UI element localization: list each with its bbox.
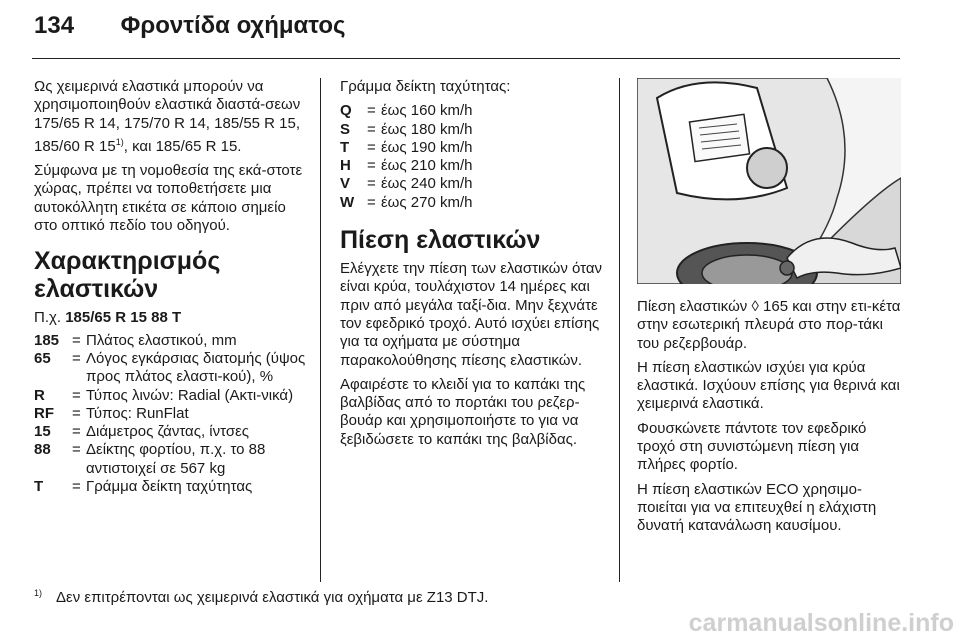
definition-term: 65 (34, 349, 51, 367)
definition-row (340, 175, 610, 193)
equals-sign: = (72, 349, 81, 367)
column-middle (340, 78, 610, 455)
definition-row (340, 139, 610, 157)
column-left (34, 78, 306, 496)
definition-value: Πλάτος ελαστικού, mm (86, 331, 237, 349)
equals-sign: = (72, 404, 81, 422)
definition-term: 185 (34, 331, 60, 349)
definition-term: V (340, 175, 351, 193)
definition-value: έως 160 km/h (381, 102, 473, 120)
equals-sign: = (72, 331, 81, 349)
eco-pressure-paragraph: Η πίεση ελαστικών ECO χρησιμο-ποιείται για να επιτευχθεί η ελάχιστη δυνατή κατανάλωση καυσίμου. (637, 480, 877, 535)
tyre-designation-heading: Χαρακτηρισμός ελαστικών (34, 247, 221, 304)
definition-term: R (34, 386, 45, 404)
cold-tyres-paragraph: Η πίεση ελαστικών ισχύει για κρύα ελαστικά. Ισχύουν επίσης για θερινά και χειμερινά ελαστικά. (637, 358, 900, 413)
watermark-logo: carmanualsonline.info (688, 609, 954, 637)
definition-term: 88 (34, 441, 51, 459)
equals-sign: = (72, 423, 81, 441)
definition-term: 15 (34, 423, 51, 441)
definition-row (34, 423, 306, 441)
definition-row (340, 102, 610, 120)
spare-wheel-paragraph: Φουσκώνετε πάντοτε τον εφεδρικό τροχό στη συνιστώμενη πίεση για πλήρες φορτίο. (637, 419, 867, 474)
page-header (34, 12, 345, 40)
footnote (34, 588, 488, 606)
equals-sign: = (72, 386, 81, 404)
equals-sign: = (367, 138, 376, 156)
definition-row (34, 350, 306, 387)
equals-sign: = (367, 157, 376, 175)
definition-value: Δείκτης φορτίου, π.χ. το 88 αντιστοιχεί σε 567 kg (86, 441, 266, 477)
footnote-mark: 1) (34, 588, 43, 598)
definition-value: έως 180 km/h (381, 120, 473, 138)
example-code: 185/65 R 15 88 T (65, 309, 182, 327)
winter-tyres-paragraph (34, 78, 306, 156)
definition-term: W (340, 193, 355, 211)
page-number: 134 (34, 12, 75, 39)
definition-row (34, 441, 306, 478)
definition-row (340, 121, 610, 139)
equals-sign: = (367, 120, 376, 138)
definition-term: H (340, 157, 351, 175)
definition-row (34, 478, 306, 496)
sticker-paragraph: Σύμφωνα με τη νομοθεσία της εκά-στοτε χώρας, πρέπει να τοποθετήσετε μια αυτοκόλλητη ετικέτα σε κάποιο σημείο στο οπτικό πεδίο του οδηγού. (34, 162, 303, 235)
definition-row (340, 194, 610, 212)
definition-term: T (34, 478, 44, 496)
speed-index-intro: Γράμμα δείκτη ταχύτητας: (340, 78, 511, 95)
definition-value: Γράμμα δείκτη ταχύτητας (86, 478, 253, 496)
definition-term: S (340, 120, 351, 138)
pressure-reference-paragraph: Πίεση ελαστικών ◊ 165 και στην ετι-κέτα στην εσωτερική πλευρά στο πορ-τάκι του ρεζερβουάρ. (637, 298, 901, 352)
column-divider-2 (619, 78, 620, 582)
tyre-example (34, 309, 306, 327)
equals-sign: = (367, 102, 376, 120)
definition-term: RF (34, 404, 54, 422)
definition-value: Τύπος λινών: Radial (Ακτι-νικά) (86, 386, 294, 404)
definition-value: έως 210 km/h (381, 157, 473, 175)
speed-index-list (340, 102, 610, 212)
equals-sign: = (367, 175, 376, 193)
winter-tyres-text-tail: , και 185/65 R 15. (123, 137, 242, 155)
fuel-door-tyre-illustration (637, 78, 901, 284)
valve-cap-paragraph: Αφαιρέστε το κλειδί για το καπάκι της βαλβίδας από το πορτάκι του ρεζερ-βουάρ και χρησιμοποιήστε το για να ξεβιδώσετε το καπάκι της βαλβίδας. (340, 375, 586, 448)
column-divider (320, 78, 321, 582)
footnote-ref[interactable]: 1) (115, 136, 124, 147)
footnote-text: Δεν επιτρέπονται ως χειμερινά ελαστικά για οχήματα με Z13 DTJ. (56, 589, 489, 606)
definition-row (340, 157, 610, 175)
pressure-check-paragraph: Ελέγχετε την πίεση των ελαστικών όταν είναι κρύα, τουλάχιστον 14 ημέρες και πριν από μεγάλα ταξί-δια. Μην ξεχνάτε τον εφεδρικό τροχό. Αυτό ισχύει επίσης για τα οχήματα με σύστημα παρακολούθησης πίεσης ελαστικών. (340, 260, 603, 369)
definition-value: έως 270 km/h (381, 193, 473, 211)
winter-tyres-text: Ως χειμερινά ελαστικά μπορούν να χρησιμοποιηθούν ελαστικά διαστά-σεων 175/65 R 14, 175/70 R 14, 185/55 R 15, 185/60 R 15 (34, 78, 301, 155)
definition-value: έως 190 km/h (381, 138, 473, 156)
page-title: Φροντίδα οχήματος (120, 12, 346, 39)
definition-row (34, 405, 306, 423)
definition-value: Τύπος: RunFlat (86, 404, 189, 422)
header-divider (32, 58, 900, 59)
definition-value: Διάμετρος ζάντας, ίντσες (86, 423, 250, 441)
tyre-pressure-heading: Πίεση ελαστικών (340, 226, 541, 255)
definition-term: Q (340, 102, 352, 120)
tyre-pressure-illustration (637, 78, 901, 284)
definition-row (34, 387, 306, 405)
equals-sign: = (72, 478, 81, 496)
definition-value: Λόγος εγκάρσιας διατομής (ύψος προς πλάτος ελαστι-κού), % (86, 349, 306, 386)
equals-sign: = (367, 193, 376, 211)
column-right (637, 298, 907, 542)
definition-value: έως 240 km/h (381, 175, 473, 193)
definition-term: T (340, 138, 350, 156)
equals-sign: = (72, 441, 81, 459)
tyre-definitions-list (34, 332, 306, 497)
definition-row (34, 332, 306, 350)
example-prefix: Π.χ. (34, 309, 62, 327)
